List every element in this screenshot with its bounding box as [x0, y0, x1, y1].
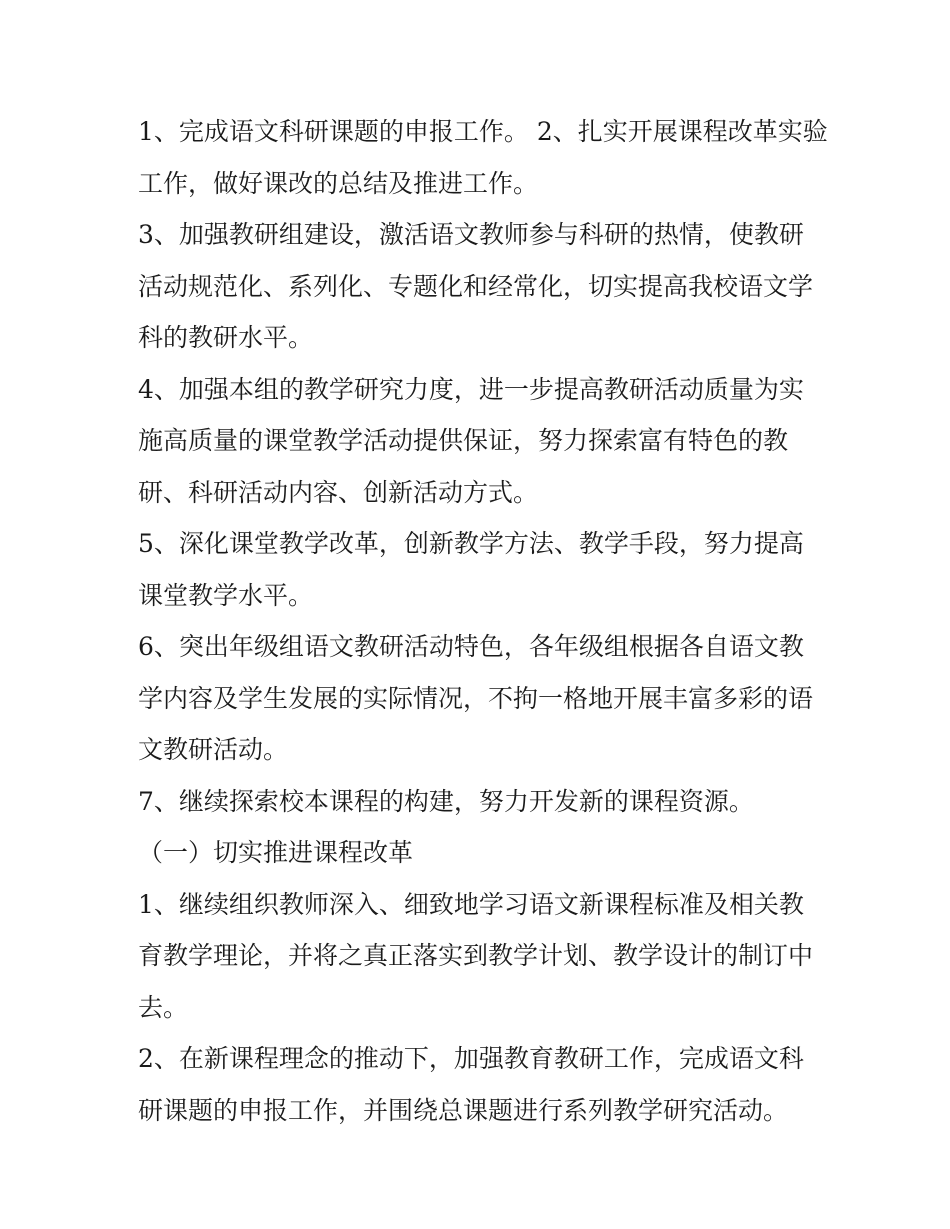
paragraph-goal-5: 5、深化课堂教学改革，创新教学方法、教学手段，努力提高课堂教学水平。 — [138, 529, 804, 610]
document-body — [138, 106, 828, 1136]
paragraph-goal-1-2: 1、完成语文科研课题的申报工作。 2、扎实开展课程改革实验工作，做好课改的总结及推进工作。 — [138, 117, 828, 198]
paragraph-section-item-2: 2、在新课程理念的推动下，加强教育教研工作，完成语文科研课题的申报工作，并围绕总课题进行系列教学研究活动。 — [138, 1044, 804, 1125]
paragraph-goal-6: 6、突出年级组语文教研活动特色，各年级组根据各自语文教学内容及学生发展的实际情况，不拘一格地开展丰富多彩的语文教研活动。 — [138, 632, 814, 764]
paragraph-goal-7: 7、继续探索校本课程的构建，努力开发新的课程资源。 — [138, 786, 754, 816]
paragraph-goal-4: 4、加强本组的教学研究力度，进一步提高教研活动质量为实施高质量的课堂教学活动提供保证，努力探索富有特色的教研、科研活动内容、创新活动方式。 — [138, 374, 804, 507]
paragraph-goal-3: 3、加强教研组建设，激活语文教师参与科研的热情，使教研活动规范化、系列化、专题化和经常化，切实提高我校语文学科的教研水平。 — [138, 220, 814, 352]
section-heading: （一）切实推进课程改革 — [138, 838, 414, 867]
paragraph-section-item-1: 1、继续组织教师深入、细致地学习语文新课程标准及相关教育教学理论，并将之真正落实到教学计划、教学设计的制订中去。 — [138, 889, 814, 1022]
